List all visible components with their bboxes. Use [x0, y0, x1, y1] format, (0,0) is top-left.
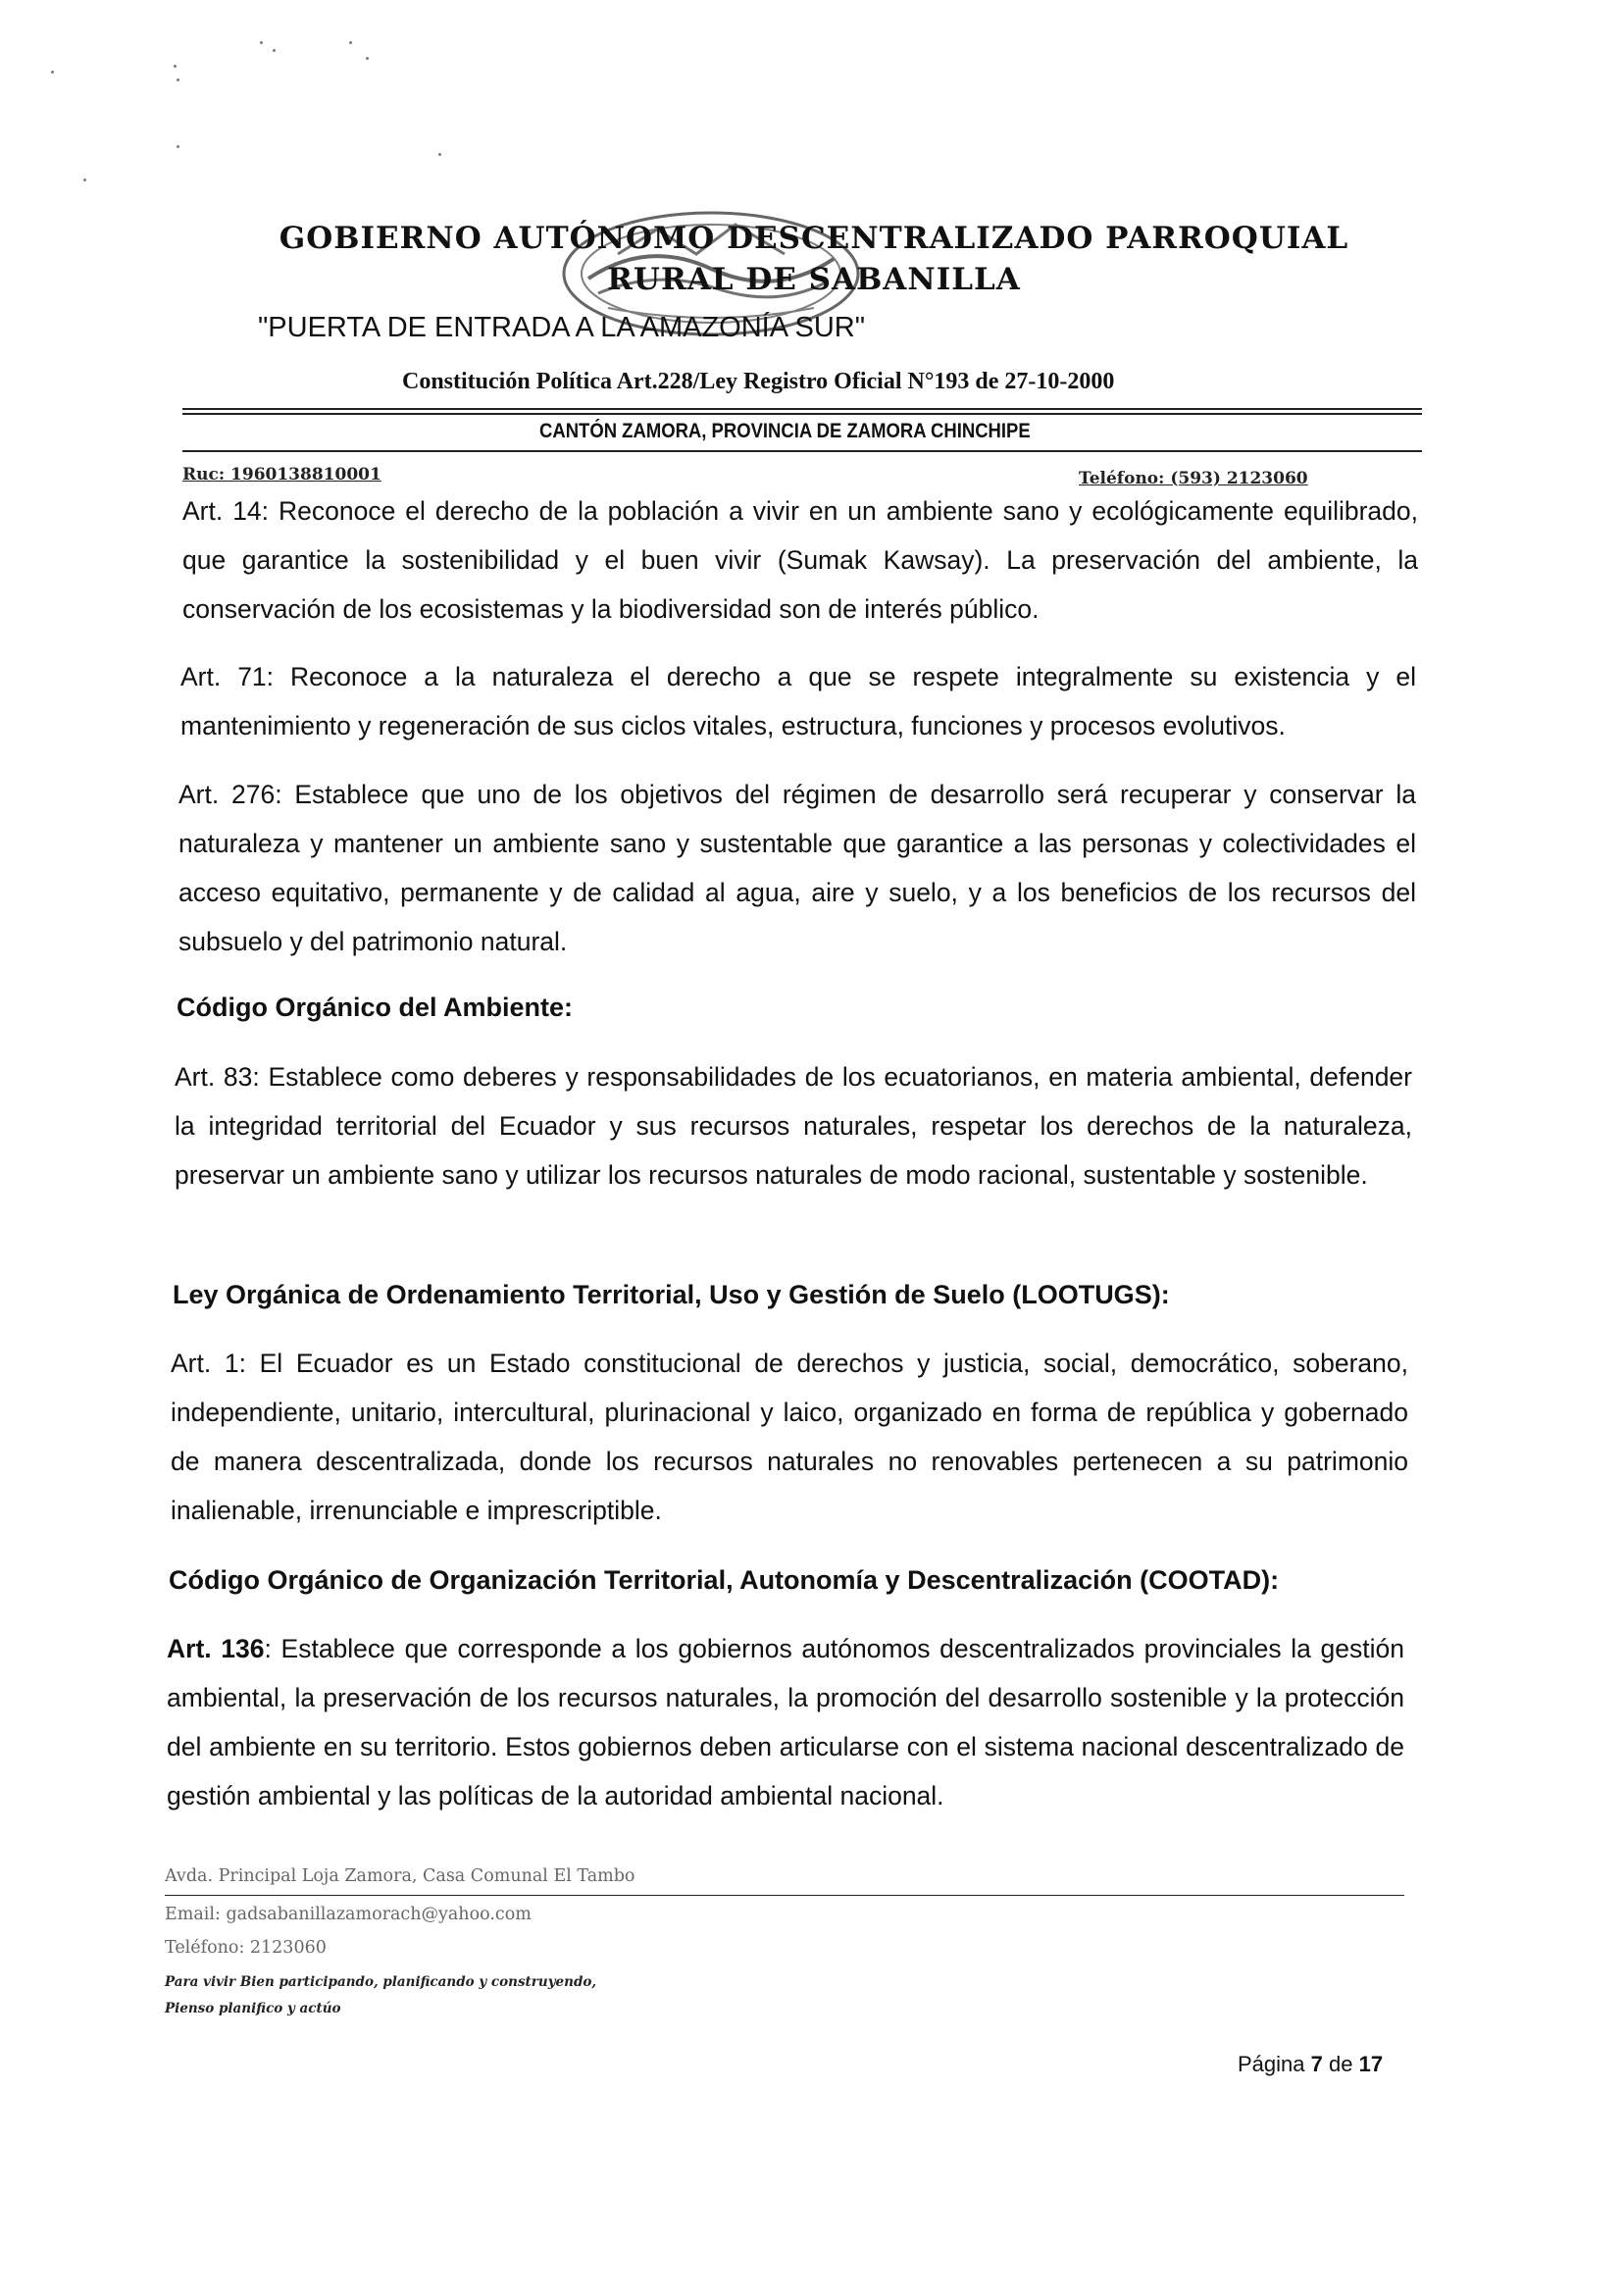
scan-speck: [174, 65, 177, 68]
org-name-line-1: GOBIERNO AUTÓNOMO DESCENTRALIZADO PARROQUIAL: [279, 221, 1349, 256]
article-136: [167, 1624, 1404, 1820]
canton-line: CANTÓN ZAMORA, PROVINCIA DE ZAMORA CHINCHIPE: [539, 420, 1031, 442]
page-of-word: de: [1329, 2052, 1353, 2076]
page-current: 7: [1310, 2052, 1323, 2076]
footer-address: Avda. Principal Loja Zamora, Casa Comunal El Tambo: [165, 1866, 635, 1886]
header-phone: Teléfono: (593) 2123060: [1079, 469, 1308, 488]
scan-speck: [177, 78, 179, 81]
scan-speck: [438, 153, 441, 156]
heading-codigo-organico-ambiente: Código Orgánico del Ambiente:: [177, 993, 574, 1022]
footer-phone: Teléfono: 2123060: [165, 1938, 327, 1958]
scan-speck: [349, 41, 352, 44]
org-name-line-2: RURAL DE SABANILLA: [607, 262, 1021, 297]
page-word: Página: [1238, 2052, 1305, 2076]
organization-name: [250, 218, 1378, 300]
header-divider: [182, 450, 1422, 452]
page-total: 17: [1358, 2052, 1384, 2076]
heading-cootad: Código Orgánico de Organización Territorial, Autonomía y Descentralización (COOTAD):: [169, 1565, 1280, 1595]
page-number: [1238, 2052, 1383, 2077]
scan-speck: [177, 145, 179, 148]
ruc-number: Ruc: 1960138810001: [182, 465, 381, 484]
scan-speck: [273, 49, 276, 52]
constitution-reference: Constitución Política Art.228/Ley Registro Oficial N°193 de 27-10-2000: [402, 369, 1115, 394]
footer-slogan-line-1: Para vivir Bien participando, planificando y construyendo,: [165, 1974, 597, 1990]
heading-lootugs: Ley Orgánica de Ordenamiento Territorial, Uso y Gestión de Suelo (LOOTUGS):: [173, 1280, 1170, 1309]
footer-email: Email: gadsabanillazamorach@yahoo.com: [165, 1905, 532, 1924]
article-1: Art. 1: El Ecuador es un Estado constitucional de derechos y justicia, social, democrático, soberano, independiente, unitario, intercultural, plurinacional y laico, organizado en forma de república y gobernado de manera descentralizada, donde los recursos naturales no renovables pertenecen a su patrimonio inalienable, irrenunciable e imprescriptible.: [171, 1349, 1408, 1525]
article-276: Art. 276: Establece que uno de los objetivos del régimen de desarrollo será recuperar y conservar la naturaleza y mantener un ambiente sano y sustentable que garantice a las personas y colectividades el acceso equitativo, permanente y de calidad al agua, aire y suelo, y a los beneficios de los recursos del subsuelo y del patrimonio natural.: [178, 780, 1416, 956]
article-14: Art. 14: Reconoce el derecho de la población a vivir en un ambiente sano y ecológicamente equilibrado, que garantice la sostenibilidad y el buen vivir (Sumak Kawsay). La preservación del ambiente, la conservación de los ecosistemas y la biodiversidad son de interés público.: [182, 496, 1418, 624]
scan-speck: [260, 41, 263, 44]
scan-speck: [366, 57, 369, 60]
footer-slogan-line-2: Pienso planifico y actúo: [165, 2001, 341, 2016]
scan-speck: [83, 178, 86, 181]
header-divider: [182, 408, 1422, 410]
header-divider: [182, 413, 1422, 415]
article-71: Art. 71: Reconoce a la naturaleza el derecho a que se respete integralmente su existencia y el mantenimiento y regeneración de sus ciclos vitales, estructura, funciones y procesos evolutivos.: [180, 662, 1416, 740]
motto: "PUERTA DE ENTRADA A LA AMAZONÍA SUR": [258, 312, 866, 343]
scan-speck: [51, 71, 54, 74]
article-83: Art. 83: Establece como deberes y responsabilidades de los ecuatorianos, en materia ambiental, defender la integridad territorial del Ecuador y sus recursos naturales, respetar los derechos de la naturaleza, preservar un ambiente sano y utilizar los recursos naturales de modo racional, sustentable y sostenible.: [175, 1062, 1412, 1190]
article-136-label: Art. 136: [167, 1634, 265, 1663]
article-136-text: : Establece que corresponde a los gobiernos autónomos descentralizados provinciales la gestión ambiental, la preservación de los recursos naturales, la promoción del desarrollo sostenible y la protección del ambiente en su territorio. Estos gobiernos deben articularse con el sistema nacional descentralizado de gestión ambiental y las políticas de la autoridad ambiental nacional.: [167, 1634, 1405, 1810]
footer-divider: [165, 1895, 1404, 1896]
